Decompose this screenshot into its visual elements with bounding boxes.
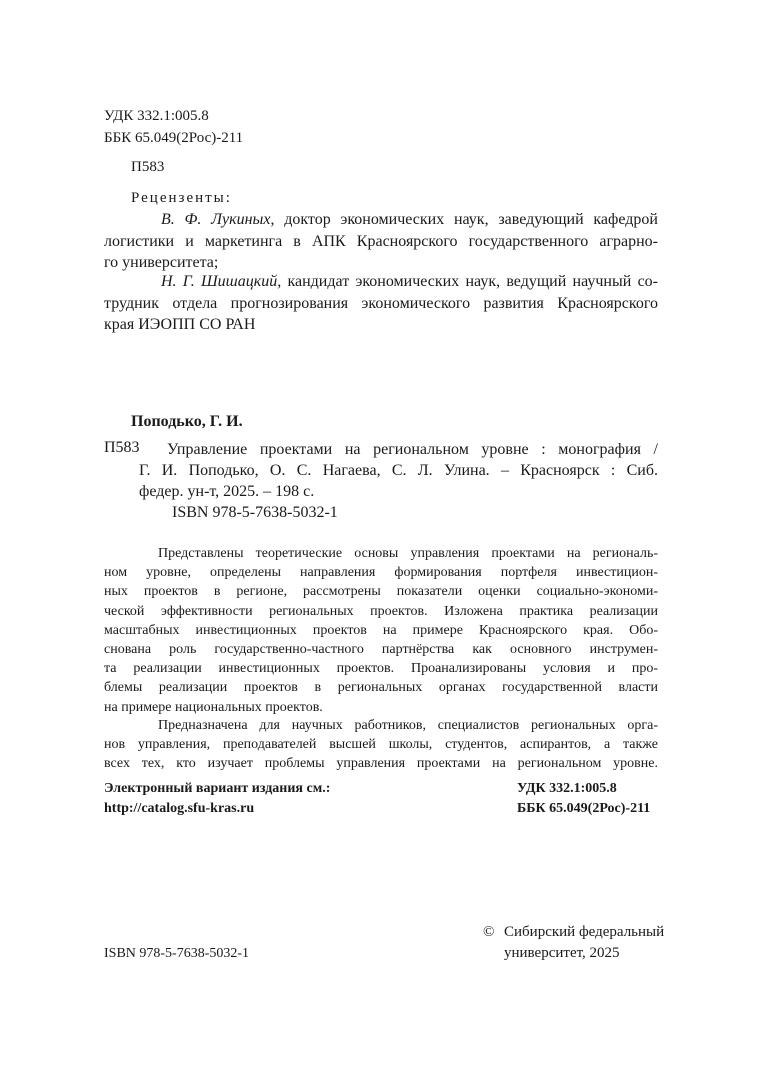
bib-description xyxy=(139,439,658,523)
reviewer-2-text: , кандидат экономических наук, ведущий научный со- xyxy=(277,273,658,290)
reviewer-2-name: Н. Г. Шишацкий xyxy=(161,273,278,290)
bib-line: федер. ун-т, 2025. – 198 с. xyxy=(139,483,315,500)
author-code-header: П583 xyxy=(131,159,165,175)
bib-line: Управление проектами на региональном уровне : монография / xyxy=(167,441,658,458)
abstract-line: ческой эффективности региональных проектов. Изложена практика реализации xyxy=(104,603,658,619)
abstract-paragraph-1 xyxy=(104,544,658,717)
abstract-line: блемы реализации проектов в региональных органах государственной власти xyxy=(104,680,658,696)
footer-isbn: ISBN 978-5-7638-5032-1 xyxy=(104,946,250,961)
catalog-url-link[interactable]: http://catalog.sfu-kras.ru xyxy=(104,801,255,816)
abstract-paragraph-2 xyxy=(104,716,658,774)
reviewer-1-line: логистики и маркетинга в АПК Красноярского государственного аграрно- xyxy=(104,232,658,250)
bib-line: Г. И. Поподько, О. С. Нагаева, С. Л. Улина. – Красноярск : Сиб. xyxy=(139,462,658,479)
reviewer-1-name: В. Ф. Лукиных xyxy=(161,211,271,228)
copyright-sign: © xyxy=(483,924,495,940)
udk-header: УДК 332.1:005.8 xyxy=(104,108,209,124)
abstract-line: на примере национальных проектов. xyxy=(104,699,323,715)
bbk-catalog: ББК 65.049(2Рос)-211 xyxy=(517,801,651,816)
reviewer-1-line: го университета; xyxy=(104,254,219,272)
reviewer-1 xyxy=(104,210,658,273)
copyright-line: университет, 2025 xyxy=(504,945,620,961)
abstract-line: снована роль государственно-частного партнёрства как основного инструмен- xyxy=(104,641,658,657)
bib-isbn: ISBN 978-5-7638-5032-1 xyxy=(172,504,338,521)
reviewer-2-line: края ИЭОПП СО РАН xyxy=(104,316,256,334)
copyright-line: Сибирский федеральный xyxy=(504,924,665,940)
reviewer-2 xyxy=(104,272,658,335)
abstract-line: Предназначена для научных работников, специалистов региональных орга- xyxy=(158,718,658,733)
abstract-line: нов управления, преподавателей высшей школы, студентов, аспирантов, а также xyxy=(104,737,658,753)
reviewer-2-line: трудник отдела прогнозирования экономического развития Красноярского xyxy=(104,294,658,312)
reviewer-1-text: , доктор экономических наук, заведующий кафедрой xyxy=(270,211,658,228)
abstract-line: Представлены теоретические основы управления проектами на региональ- xyxy=(158,546,658,561)
reviewer-2-line xyxy=(104,272,658,292)
abstract-line: всех тех, кто изучает проблемы управления проектами на региональном уровне. xyxy=(104,756,658,772)
reviewers-heading: Рецензенты: xyxy=(131,190,232,206)
abstract-line: ных проектов в регионе, рассмотрены показатели оценки социально-экономи- xyxy=(104,584,658,600)
electronic-version-label: Электронный вариант издания см.: xyxy=(104,781,331,796)
bbk-header: ББК 65.049(2Рос)-211 xyxy=(104,130,244,146)
abstract-line: масштабных инвестиционных проектов на примере Красноярского края. Обо- xyxy=(104,622,658,638)
abstract-line: та реализации инвестиционных проектов. Проанализированы условия и про- xyxy=(104,661,658,677)
bib-author: Поподько, Г. И. xyxy=(131,413,243,430)
bib-code: П583 xyxy=(104,439,140,456)
reviewer-1-line xyxy=(104,210,658,230)
abstract-line: ном уровне, определены направления формирования портфеля инвестицион- xyxy=(104,565,658,581)
udk-catalog: УДК 332.1:005.8 xyxy=(517,781,617,796)
